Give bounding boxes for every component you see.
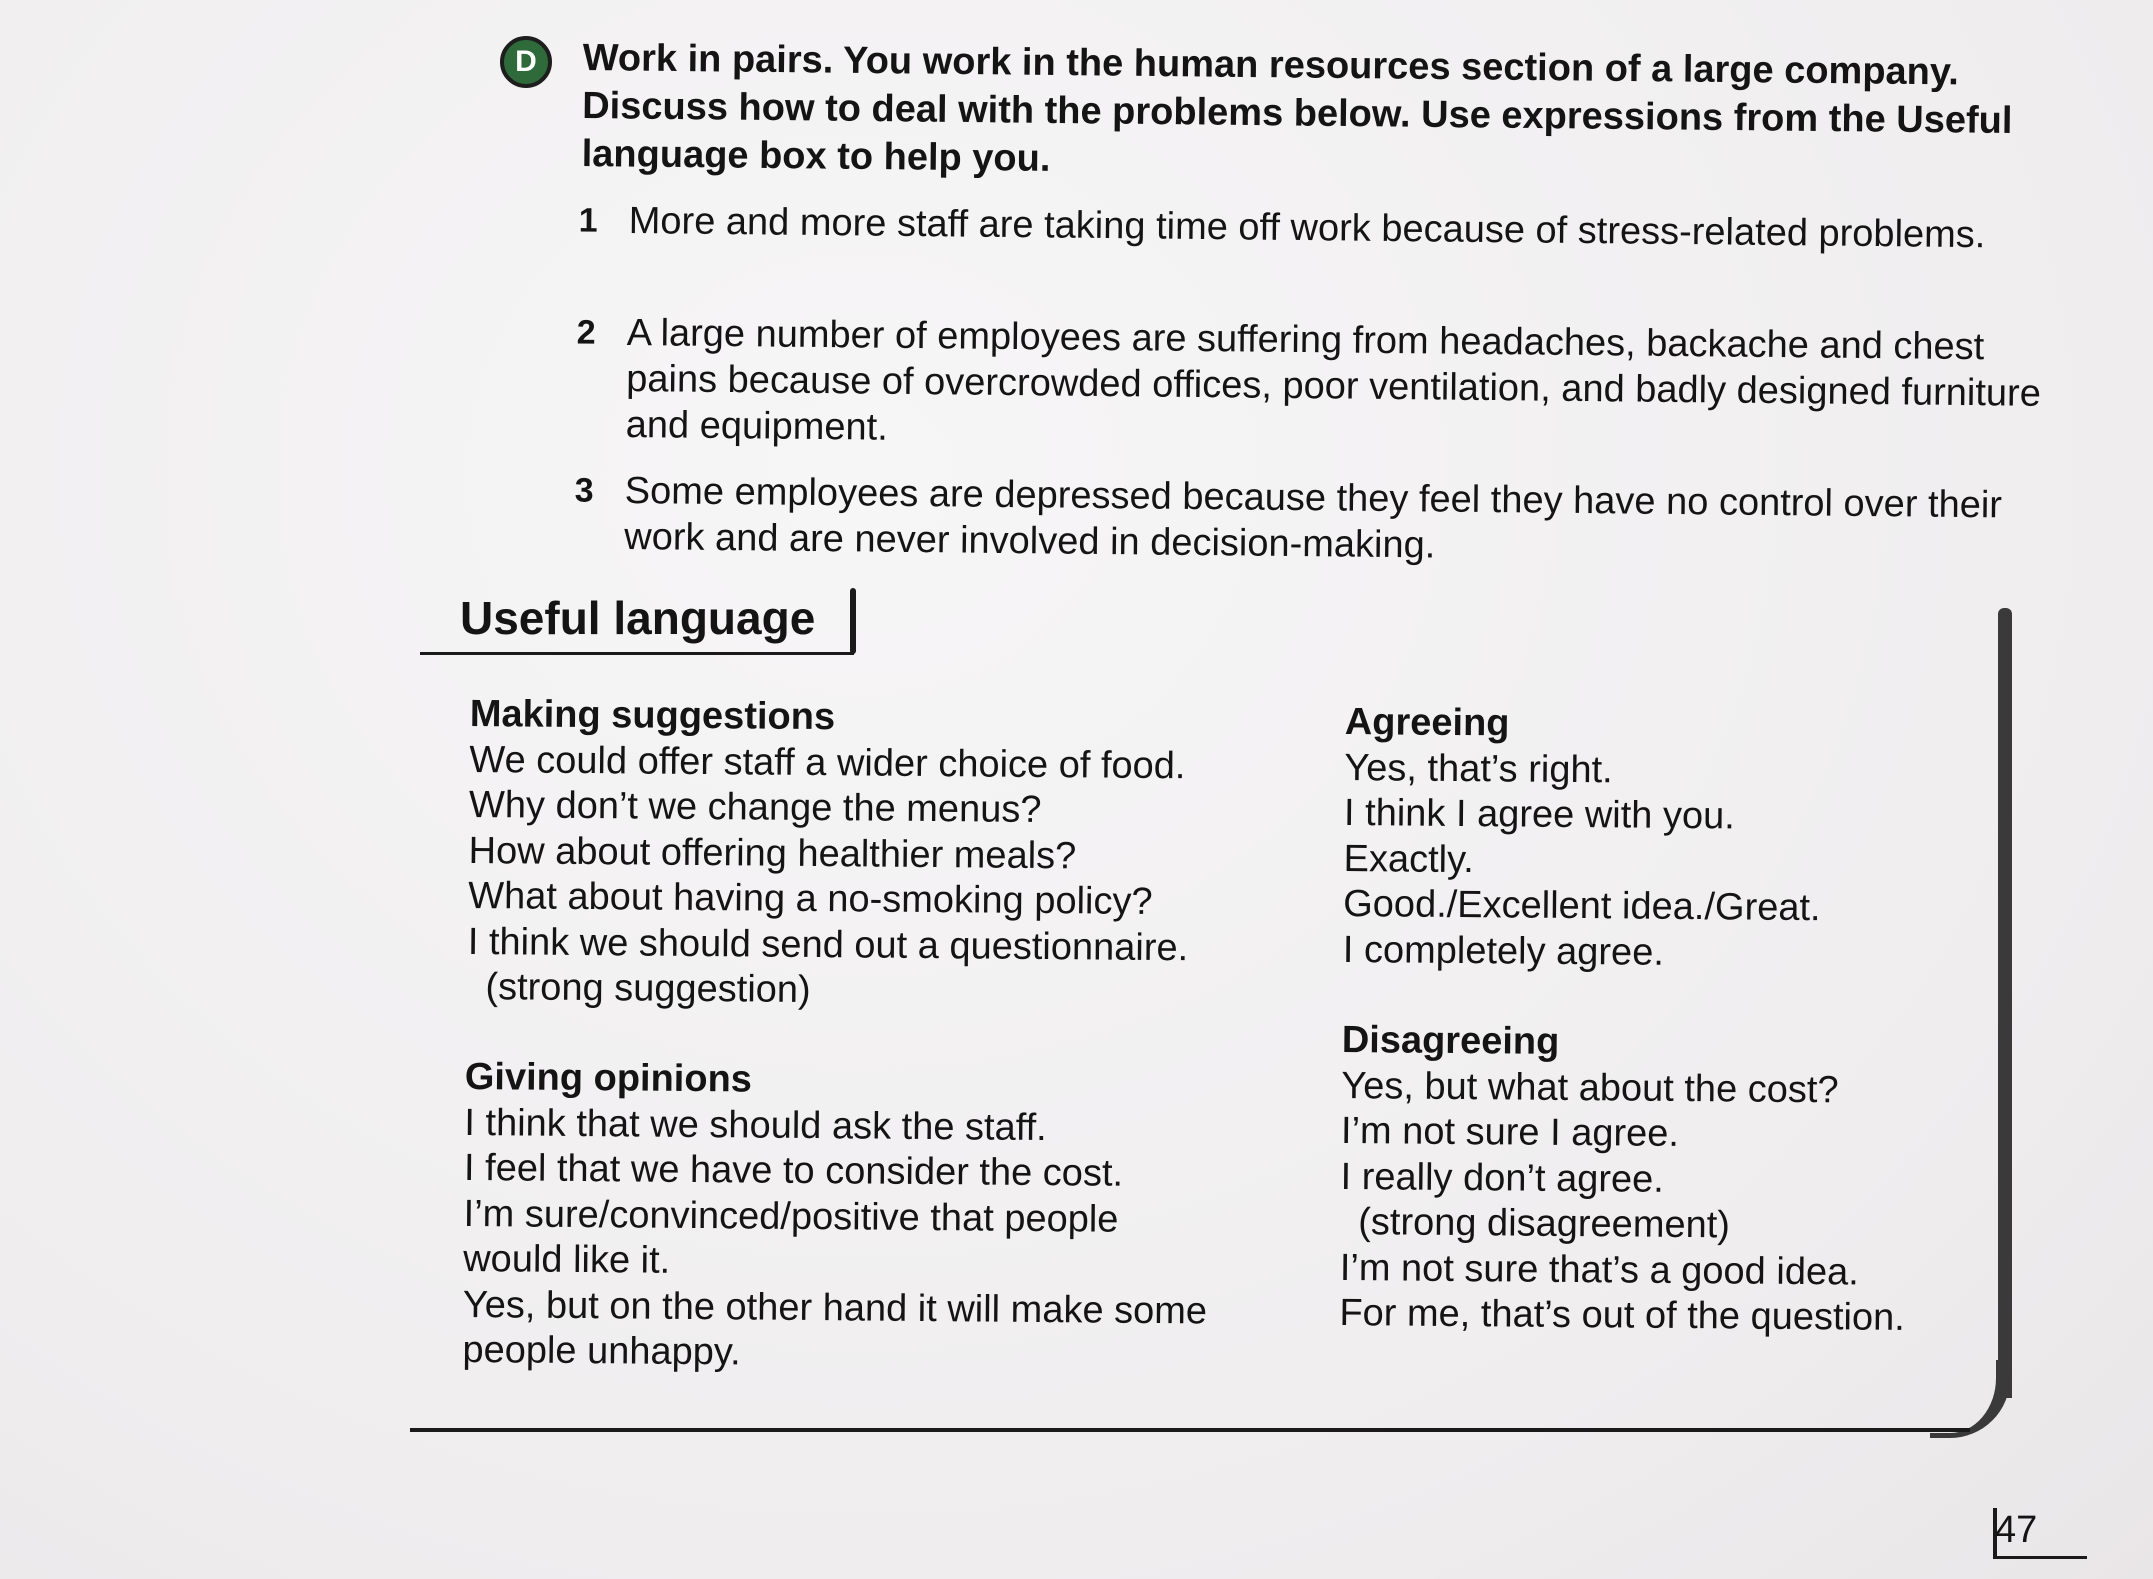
phrase: I think that we should ask the staff. — [464, 1101, 1047, 1149]
giving-opinions-section — [462, 1055, 1265, 1380]
section-title: Making suggestions — [469, 692, 836, 739]
phrase: Why don’t we change the menus? — [468, 783, 1042, 831]
heading-underline — [420, 652, 854, 655]
box-right-border — [1998, 608, 2012, 1398]
phrase: How about offering healthier meals? — [468, 829, 1077, 877]
phrase: I’m not sure I agree. — [1340, 1109, 1680, 1155]
phrase: Yes, but on the other hand it will make some — [462, 1283, 1208, 1332]
problem-item — [578, 198, 2049, 259]
useful-language-heading: Useful language — [460, 592, 816, 644]
box-bottom-border — [410, 1428, 1970, 1432]
page-number: 47 — [1995, 1509, 2038, 1551]
box-corner — [1930, 1360, 2010, 1438]
problem-text: A large number of employees are suffering from headaches, backache and chest pains because of overcrowded offices, poor ventilation, and badly designed furniture and equipment. — [625, 311, 2042, 449]
phrase: We could offer staff a wider choice of food. — [469, 738, 1186, 787]
problem-number: 2 — [576, 313, 596, 352]
agreeing-section — [1343, 700, 1985, 979]
phrase: I feel that we have to consider the cost. — [463, 1146, 1124, 1195]
problem-number: 3 — [574, 471, 594, 510]
page-number-underline — [1993, 1556, 2087, 1559]
phrase: Good./Excellent idea./Great. — [1343, 882, 1821, 930]
phrase: I think I agree with you. — [1343, 791, 1735, 838]
section-title: Giving opinions — [464, 1056, 753, 1101]
disagreeing-section — [1339, 1018, 1982, 1342]
phrase: Yes, that’s right. — [1344, 746, 1613, 791]
phrase-note: (strong suggestion) — [485, 966, 811, 1011]
phrase-note: (strong disagreement) — [1358, 1201, 1731, 1247]
phrase: people unhappy. — [462, 1328, 741, 1374]
phrase: Yes, but what about the cost? — [1341, 1064, 1839, 1111]
section-title: Agreeing — [1344, 700, 1510, 745]
phrase: What about having a no-smoking policy? — [468, 874, 1153, 923]
phrase: I’m sure/convinced/positive that people — [463, 1192, 1119, 1241]
phrase: would like it. — [463, 1237, 671, 1282]
phrase: I’m not sure that’s a good idea. — [1339, 1246, 1859, 1294]
phrase: I think we should send out a questionnaire. — [467, 920, 1189, 969]
phrase: For me, that’s out of the question. — [1339, 1291, 1905, 1339]
exercise-instruction: Work in pairs. You work in the human resources section of a large company. Discuss how to deal with the problems below. Use expressions from the Useful language box to help you. — [581, 36, 2013, 180]
exercise-badge: D — [500, 36, 552, 88]
section-title: Disagreeing — [1341, 1018, 1560, 1063]
problem-text: Some employees are depressed because they feel they have no control over their work and are never involved in decision-making. — [624, 469, 2003, 567]
phrase: I really don’t agree. — [1340, 1155, 1664, 1201]
problem-item — [574, 468, 2065, 575]
making-suggestions-section — [467, 692, 1270, 1017]
phrase: Exactly. — [1343, 837, 1475, 881]
problem-number: 1 — [578, 201, 598, 240]
heading-divider — [850, 588, 856, 654]
problem-text: More and more staff are taking time off work because of stress-related problems. — [628, 199, 1986, 257]
problem-item — [576, 310, 2047, 463]
phrase: I completely agree. — [1342, 928, 1665, 974]
